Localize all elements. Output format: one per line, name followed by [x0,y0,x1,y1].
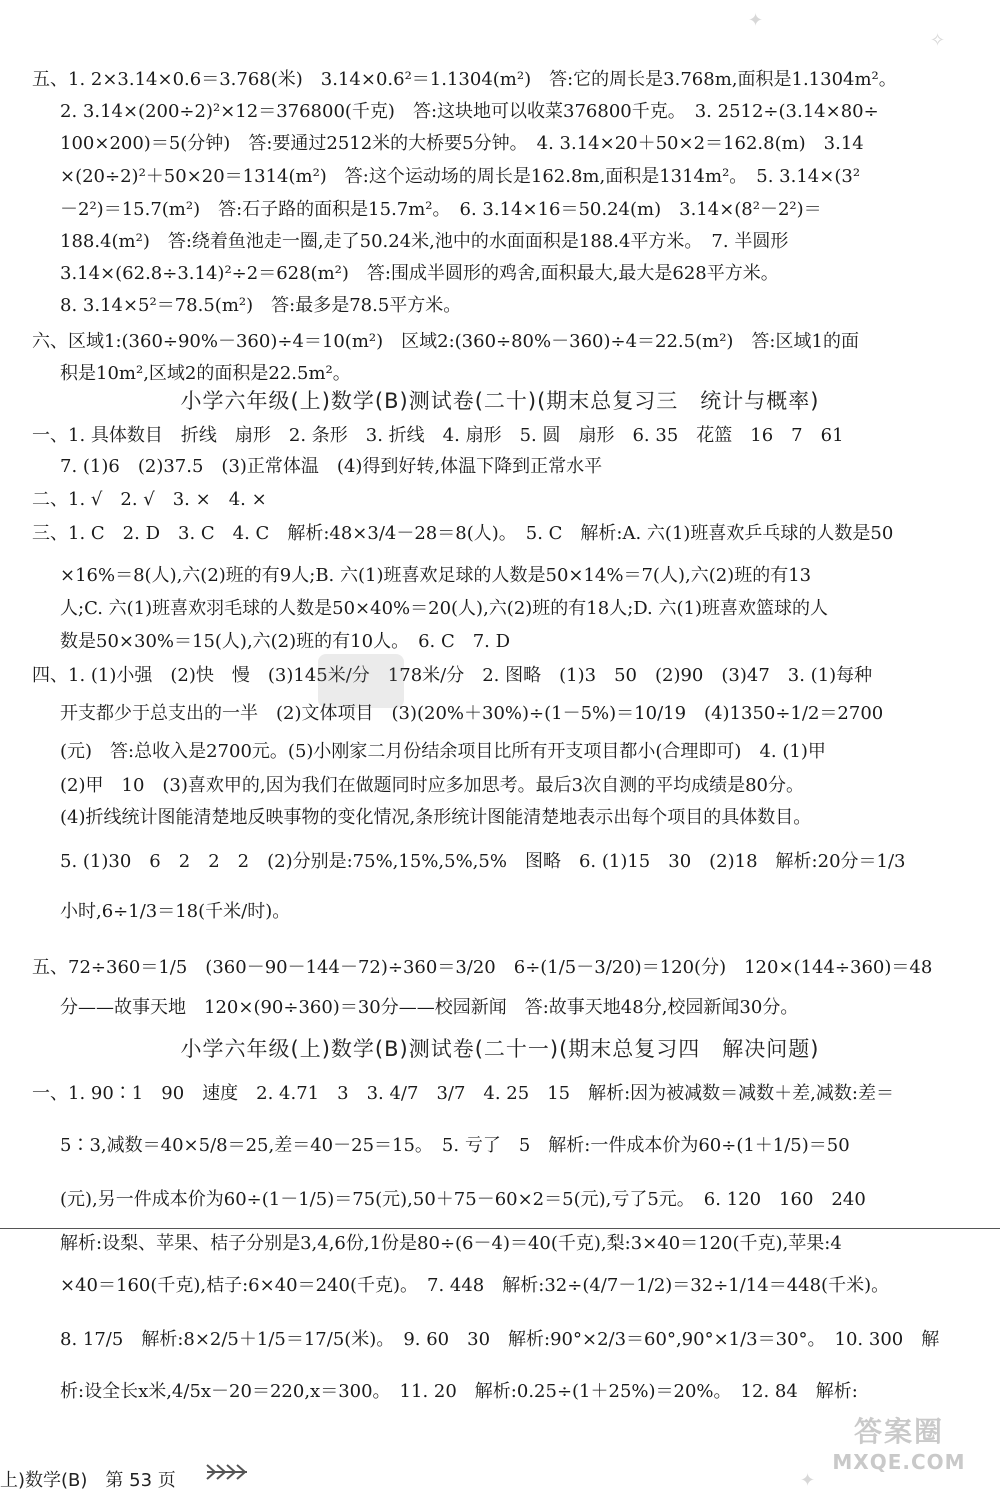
answer-line: 析:设全长x米,4/5x－20＝220,x＝300。 11. 20 解析:0.25÷(1＋25%)＝20%。 12. 84 解析: [60,1381,858,1402]
section-title: 小学六年级(上)数学(B)测试卷(二十一)(期末总复习四 解决问题) [180,1037,820,1061]
arrows-icon [205,1462,265,1482]
answer-line: 五、1. 2×3.14×0.6＝3.768(米) 3.14×0.6²＝1.1304(m²) 答:它的周长是3.768m,面积是1.1304m²。 [32,69,897,90]
answer-line: 100×200)＝5(分钟) 答:要通过2512米的大桥要5分钟。 4. 3.14×20＋50×2＝162.8(m) 3.14 [60,133,864,154]
answer-line: 开支都少于总支出的一半 (2)文体项目 (3)(20%＋30%)÷(1－5%)＝10/19 (4)1350÷1/2＝2700 [60,703,884,724]
stamp-mark [318,654,404,708]
answer-line: 3.14×(62.8÷3.14)²÷2＝628(m²) 答:围成半圆形的鸡舍,面积最大,最大是628平方米。 [60,263,779,284]
page-footer: 上)数学(B) 第 53 页 [0,1470,176,1491]
answer-line: (元) 答:总收入是2700元。(5)小刚家二月份结余项目比所有开支项目都小(合理即可) 4. (1)甲 [60,741,826,762]
watermark-logo [824,1410,974,1485]
answer-line: 8. 3.14×5²＝78.5(m²) 答:最多是78.5平方米。 [60,295,462,316]
answer-line: 六、区域1:(360÷90%－360)÷4＝10(m²) 区域2:(360÷80%－360)÷4＝22.5(m²) 答:区域1的面 [32,331,859,352]
answer-line: 2. 3.14×(200÷2)²×12＝376800(千克) 答:这块地可以收菜376800千克。 3. 2512÷(3.14×80÷ [60,101,879,122]
answer-line: 188.4(m²) 答:绕着鱼池走一圈,走了50.24米,池中的水面面积是188.4平方米。 7. 半圆形 [60,231,789,252]
answer-line: ×16%＝8(人),六(2)班的有9人;B. 六(1)班喜欢足球的人数是50×14%＝7(人),六(2)班的有13 [60,565,812,586]
answer-line: 数是50×30%＝15(人),六(2)班的有10人。 6. C 7. D [60,631,511,652]
sparkle-decoration: ✦ [800,1470,816,1491]
answer-line: 一、1. 具体数目 折线 扇形 2. 条形 3. 折线 4. 扇形 5. 圆 扇形 6. 35 花篮 16 7 61 [32,425,844,446]
section-title: 小学六年级(上)数学(B)测试卷(二十)(期末总复习三 统计与概率) [180,389,820,413]
answer-line: 小时,6÷1/3＝18(千米/时)。 [60,901,291,922]
answer-line: 5∶3,减数＝40×5/8＝25,差＝40－25＝15。 5. 亏了 5 解析:一件成本价为60÷(1＋1/5)＝50 [60,1135,850,1156]
answer-line: 二、1. √ 2. √ 3. × 4. × [32,489,267,510]
answer-line: (元),另一件成本价为60÷(1－1/5)＝75(元),50＋75－60×2＝5(元),亏了5元。 6. 120 160 240 [60,1189,866,1210]
answer-line: 8. 17/5 解析:8×2/5＋1/5＝17/5(米)。 9. 60 30 解析:90°×2/3＝60°,90°×1/3＝30°。 10. 300 解 [60,1329,940,1350]
answer-line: 解析:设梨、苹果、桔子分别是3,4,6份,1份是80÷(6－4)＝40(千克),梨:3×40＝120(千克),苹果:4 [60,1233,842,1254]
answer-line: 五、72÷360＝1/5 (360－90－144－72)÷360＝3/20 6÷(1/5－3/20)＝120(分) 120×(144÷360)＝48 [32,957,933,978]
answer-line: 分——故事天地 120×(90÷360)＝30分——校园新闻 答:故事天地48分,校园新闻30分。 [60,997,799,1018]
answer-line: (2)甲 10 (3)喜欢甲的,因为我们在做题同时应多加思考。最后3次自测的平均成绩是80分。 [60,775,804,796]
answer-line: ×40＝160(千克),桔子:6×40＝240(千克)。 7. 448 解析:32÷(4/7－1/2)＝32÷1/14＝448(千米)。 [60,1275,890,1296]
answer-line: (4)折线统计图能清楚地反映事物的变化情况,条形统计图能清楚地表示出每个项目的具体数目。 [60,807,812,828]
watermark-title: 答案圈 [853,1415,944,1448]
answer-line: 7. (1)6 (2)37.5 (3)正常体温 (4)得到好转,体温下降到正常水平 [60,456,603,477]
answer-line: ×(20÷2)²＋50×20＝1314(m²) 答:这个运动场的周长是162.8m,面积是1314m²。 5. 3.14×(3² [60,166,861,187]
answer-line: 人;C. 六(1)班喜欢羽毛球的人数是50×40%＝20(人),六(2)班的有18人;D. 六(1)班喜欢篮球的人 [60,598,828,619]
divider-line [0,1228,1000,1229]
answer-line: 三、1. C 2. D 3. C 4. C 解析:48×3/4－28＝8(人)。 5. C 解析:A. 六(1)班喜欢乒乓球的人数是50 [32,523,894,544]
answer-line: 5. (1)30 6 2 2 2 (2)分别是:75%,15%,5%,5% 图略 6. (1)15 30 (2)18 解析:20分＝1/3 [60,851,906,872]
sparkle-decoration: ✧ [930,30,946,51]
answer-line: 积是10m²,区域2的面积是22.5m²。 [60,363,351,384]
answer-line: －2²)＝15.7(m²) 答:石子路的面积是15.7m²。 6. 3.14×16＝50.24(m) 3.14×(8²－2²)＝ [60,199,822,220]
answer-line: 四、1. (1)小强 (2)快 慢 (3)145米/分 178米/分 2. 图略 (1)3 50 (2)90 (3)47 3. (1)每种 [32,665,873,686]
sparkle-decoration: ✦ [748,10,764,31]
watermark-url: MXQE.COM [832,1450,966,1474]
answer-line: 一、1. 90∶1 90 速度 2. 4.71 3 3. 4/7 3/7 4. 25 15 解析:因为被减数＝减数＋差,减数:差＝ [32,1083,894,1104]
